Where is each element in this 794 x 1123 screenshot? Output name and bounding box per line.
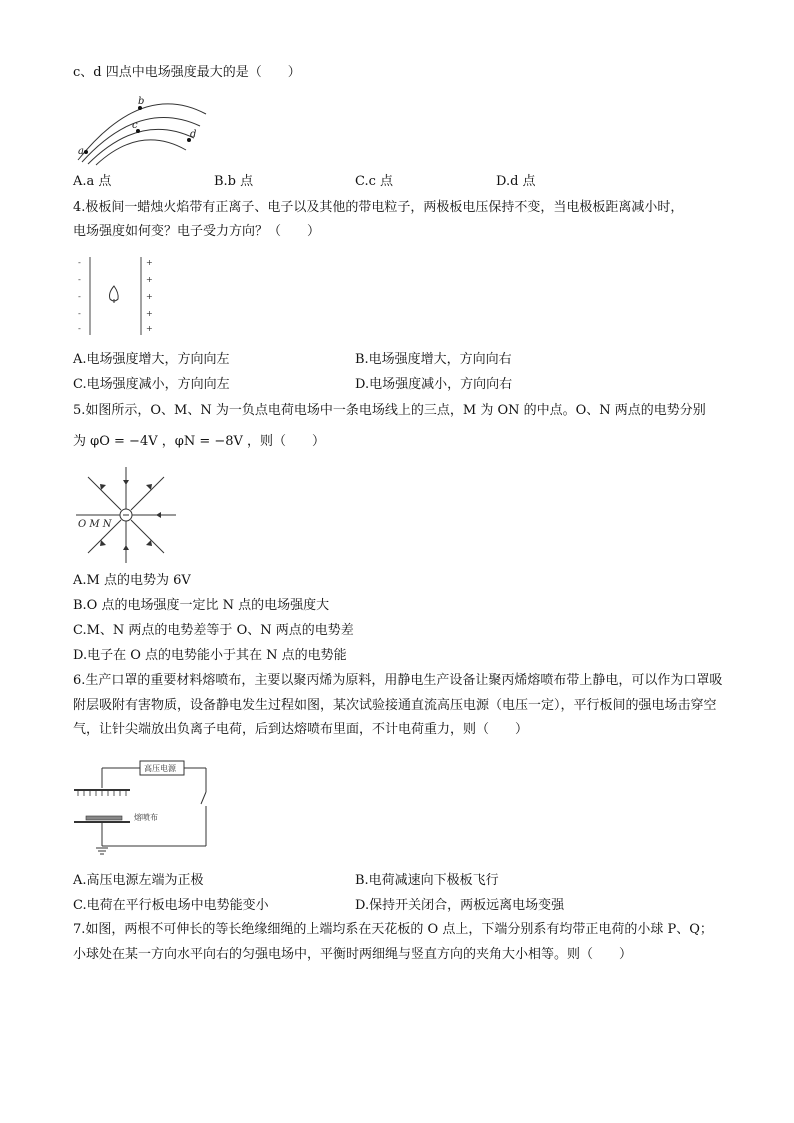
omn-label: O M N <box>78 519 112 530</box>
minus-sign-5: - <box>78 324 81 333</box>
flame-icon <box>110 286 119 301</box>
label-c: c <box>132 120 138 131</box>
q4-option-c: C.电场强度减小，方向向左 <box>73 377 230 392</box>
minus-sign-2: - <box>78 275 81 284</box>
plus-sign-2: + <box>146 275 153 284</box>
plus-sign-5: + <box>146 324 153 333</box>
plus-sign-1: + <box>146 258 153 267</box>
q6-option-b: B.电荷减速向下极板飞行 <box>355 873 499 888</box>
q5-option-a: A.M 点的电势为 6V <box>73 573 191 588</box>
q3-option-b: B.b 点 <box>214 174 254 189</box>
q4-stem-line1: 4.极板间一蜡烛火焰带有正离子、电子以及其他的带电粒子，两极板电压保持不变，当电极板距离减小时， <box>73 200 684 215</box>
q5-option-c: C.M、N 两点的电势差等于 O、N 两点的电势差 <box>73 623 354 638</box>
q6-option-d: D.保持开关闭合，两板远离电场变强 <box>355 898 565 913</box>
q5-point-charge-figure <box>76 465 176 565</box>
minus-sign-3: - <box>78 292 81 301</box>
plus-sign-3: + <box>146 292 153 301</box>
q6-electrostatic-device-figure <box>72 758 212 856</box>
q3-option-a: A.a 点 <box>73 174 112 189</box>
label-d: d <box>190 129 197 140</box>
minus-sign-4: - <box>78 309 81 318</box>
q4-stem-line2: 电场强度如何变？电子受力方向？（ ） <box>73 224 321 239</box>
q5-stem-line2: 为 φO = −4V ，φN = −8V ，则（ ） <box>73 434 326 449</box>
cloth-label: 熔喷布 <box>134 813 158 822</box>
q6-option-c: C.电荷在平行板电场中电势能变小 <box>73 898 269 913</box>
label-a: a <box>78 146 84 157</box>
q5-option-b: B.O 点的电场强度一定比 N 点的电场强度大 <box>73 598 330 613</box>
plus-sign-4: + <box>146 309 153 318</box>
q5-stem-line1: 5.如图所示，O、M、N 为一负点电荷电场中一条电场线上的三点，M 为 ON 的中点。O、N 两点的电势分别 <box>73 403 706 418</box>
q4-capacitor-candle-figure <box>72 255 162 337</box>
minus-sign-1: - <box>78 258 81 267</box>
switch-icon <box>201 792 206 804</box>
q3-option-c: C.c 点 <box>355 174 394 189</box>
q3-option-d: D.d 点 <box>496 174 536 189</box>
q4-option-a: A.电场强度增大，方向向左 <box>73 352 230 367</box>
power-supply-label: 高压电源 <box>144 764 176 773</box>
label-b: b <box>138 96 145 107</box>
q4-option-b: B.电场强度增大，方向向右 <box>355 352 512 367</box>
q6-option-a: A.高压电源左端为正极 <box>73 873 204 888</box>
q6-stem: 6.生产口罩的重要材料熔喷布，主要以聚丙烯为原料，用静电生产设备让聚丙烯熔喷布带上静电，可以作为口罩吸附层吸附有害物质，设备静电发生过程如图，某次试验接通直流高压电源（电压一定），平行板间的强电场击穿空气，让针尖端放出负离子电荷，后到达熔喷布里面，不计电荷重力，则（ ） <box>73 673 723 737</box>
q3-field-lines-figure <box>72 90 212 165</box>
q5-option-d: D.电子在 O 点的电势能小于其在 N 点的电势能 <box>73 648 347 663</box>
meltblown-cloth <box>86 816 122 820</box>
q3-stem: c、d 四点中电场强度最大的是（ ） <box>73 65 301 80</box>
point-a-dot <box>84 150 88 154</box>
q4-option-d: D.电场强度减小，方向向右 <box>355 377 513 392</box>
q7-stem: 7.如图，两根不可伸长的等长绝缘细绳的上端均系在天花板的 O 点上，下端分别系有均带正电荷的小球 P、Q；小球处在某一方向水平向右的匀强电场中，平衡时两细绳与竖直方向的夹角大小相等。则（ ） <box>73 922 713 962</box>
